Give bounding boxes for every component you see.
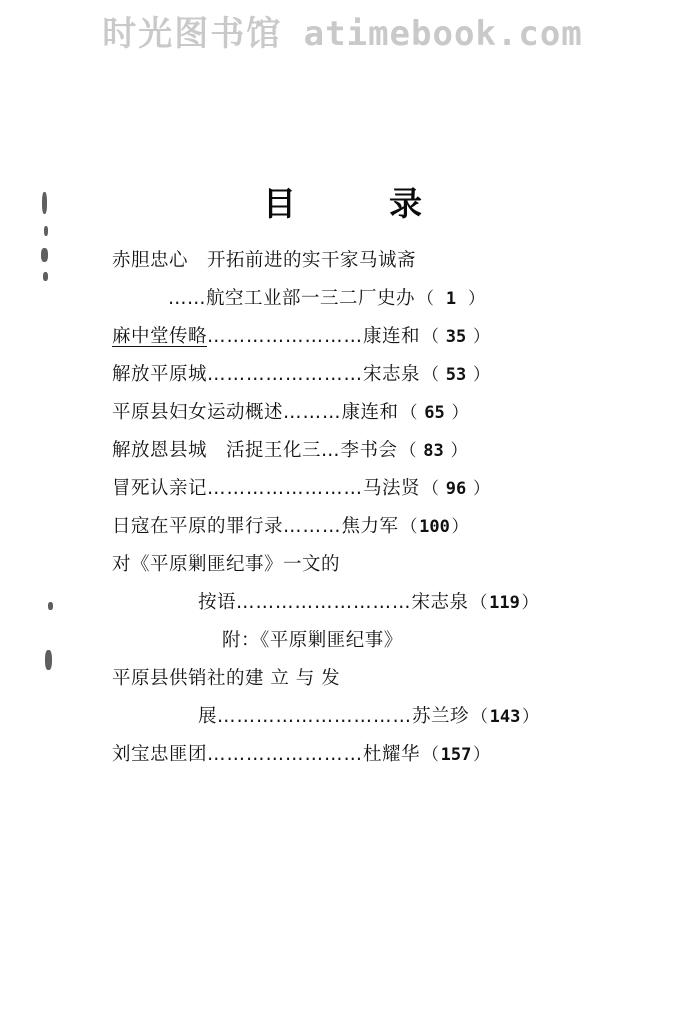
toc-entry-row[interactable] [112, 246, 612, 284]
paren-open: （ [471, 707, 489, 727]
paren-close: ） [473, 745, 491, 765]
toc-entry-page [401, 398, 469, 423]
paren-close: ） [522, 707, 540, 727]
toc-page-number: 1 [445, 289, 457, 309]
paren-open: （ [422, 479, 440, 499]
scan-speckle [44, 226, 48, 236]
paren-open: （ [399, 441, 417, 461]
toc-entry-title: 冒死认亲记 [112, 478, 208, 499]
paren-close: ） [473, 327, 491, 347]
scan-speckle [41, 248, 48, 262]
page-title: 目 录 [263, 184, 452, 223]
toc-entry-page [422, 474, 490, 499]
toc-entry-title: 附：《平原剿匪纪事》 [222, 630, 403, 651]
toc-dot-leader: …………………… [207, 364, 364, 385]
watermark-en-text: atimebook.com [282, 14, 583, 54]
toc-entry-author: 康连和 [363, 326, 421, 347]
paren-open: （ [422, 745, 440, 765]
toc-entry-title: 解放恩县城 活捉王化三 [112, 440, 322, 461]
toc-entry-row[interactable] [112, 512, 612, 550]
paren-open: （ [470, 593, 488, 613]
toc-dot-leader: …………………… [207, 744, 364, 765]
watermark-cn-text: 时光图书馆 [102, 14, 283, 54]
toc-entry-row[interactable] [112, 588, 612, 626]
paren-close: ） [451, 517, 469, 537]
toc-dot-leader: …………………… [207, 326, 364, 347]
scan-speckle [48, 602, 53, 610]
toc-dot-leader: ……………………… [236, 592, 412, 613]
paren-open: （ [400, 517, 418, 537]
toc-dot-leader: … [321, 440, 341, 461]
toc-entry-title: 解放平原城 [112, 364, 208, 385]
paren-open: （ [417, 289, 435, 309]
toc-entry-author: 宋志泉 [411, 592, 469, 613]
toc-entry-row[interactable] [112, 474, 612, 512]
toc-page-number: 53 [445, 365, 467, 385]
toc-entry-row[interactable] [112, 360, 612, 398]
toc-dot-leader: ……… [283, 402, 342, 423]
toc-page-number: 100 [419, 517, 450, 537]
toc-entry-page [400, 436, 468, 461]
toc-entry-author: 马法贤 [363, 478, 421, 499]
toc-entry-row[interactable] [112, 398, 612, 436]
paren-close: ） [473, 479, 491, 499]
watermark [0, 6, 685, 55]
paren-open: （ [422, 327, 440, 347]
paren-close: ） [521, 593, 539, 613]
toc-page-number: 157 [440, 745, 472, 765]
scan-speckle [45, 650, 52, 670]
toc-entry-title: 展 [198, 706, 218, 727]
toc-entry-title: ……航空工业部一三二厂史办 [168, 288, 416, 309]
toc-entry-title: 刘宝忠匪团 [112, 744, 208, 765]
paren-close: ） [473, 365, 491, 385]
toc-entry-author: 焦力军 [341, 516, 399, 537]
toc-entry-row[interactable] [112, 702, 612, 740]
toc-entry-row[interactable] [112, 664, 612, 702]
toc-entry-page [422, 360, 490, 385]
toc-page-number: 96 [445, 479, 467, 499]
toc-entry-row[interactable] [112, 436, 612, 474]
toc-dot-leader: …………………… [207, 478, 364, 499]
paren-open: （ [400, 403, 418, 423]
toc-entry-page [422, 740, 490, 765]
paren-open: （ [422, 365, 440, 385]
toc-entry-author: 李书会 [340, 440, 398, 461]
toc-entry-row[interactable] [112, 626, 612, 664]
toc-entry-page [471, 702, 539, 727]
toc-entry-author: 苏兰珍 [412, 706, 470, 727]
toc-entry-title: 按语 [198, 592, 237, 613]
toc-entry-row[interactable] [112, 550, 612, 588]
toc-entry-title: 日寇在平原的罪行录 [112, 516, 284, 537]
toc-entry-page [471, 588, 539, 613]
toc-entry-row[interactable] [112, 284, 612, 322]
toc-entry-title: 平原县供销社的建 立 与 发 [112, 668, 341, 689]
toc-dot-leader: ………………………… [217, 706, 413, 727]
toc-entry-row[interactable] [112, 740, 612, 778]
toc-page-number: 35 [445, 327, 467, 347]
toc-entry-author: 康连和 [341, 402, 399, 423]
toc-entry-page [417, 284, 485, 309]
table-of-contents [112, 246, 612, 778]
paren-close: ） [450, 441, 468, 461]
toc-dot-leader: ……… [283, 516, 342, 537]
paren-close: ） [468, 289, 486, 309]
toc-page-number: 143 [489, 707, 521, 727]
toc-entry-page [401, 512, 469, 537]
toc-entry-page [422, 322, 490, 347]
toc-entry-author: 杜耀华 [363, 744, 421, 765]
toc-entry-author: 宋志泉 [363, 364, 421, 385]
toc-entry-title: 对《平原剿匪纪事》一文的 [112, 554, 341, 575]
toc-entry-row[interactable] [112, 322, 612, 360]
toc-entry-title: 麻中堂传略 [112, 326, 208, 347]
toc-entry-title: 平原县妇女运动概述 [112, 402, 284, 423]
toc-page-number: 65 [424, 403, 445, 423]
scan-speckle [42, 192, 47, 214]
scan-speckle [43, 272, 48, 281]
paren-close: ） [451, 403, 469, 423]
toc-page-number: 83 [423, 441, 444, 461]
toc-page-number: 119 [489, 593, 520, 613]
toc-entry-title: 赤胆忠心 开拓前进的实干家马诚斋 [112, 250, 417, 271]
